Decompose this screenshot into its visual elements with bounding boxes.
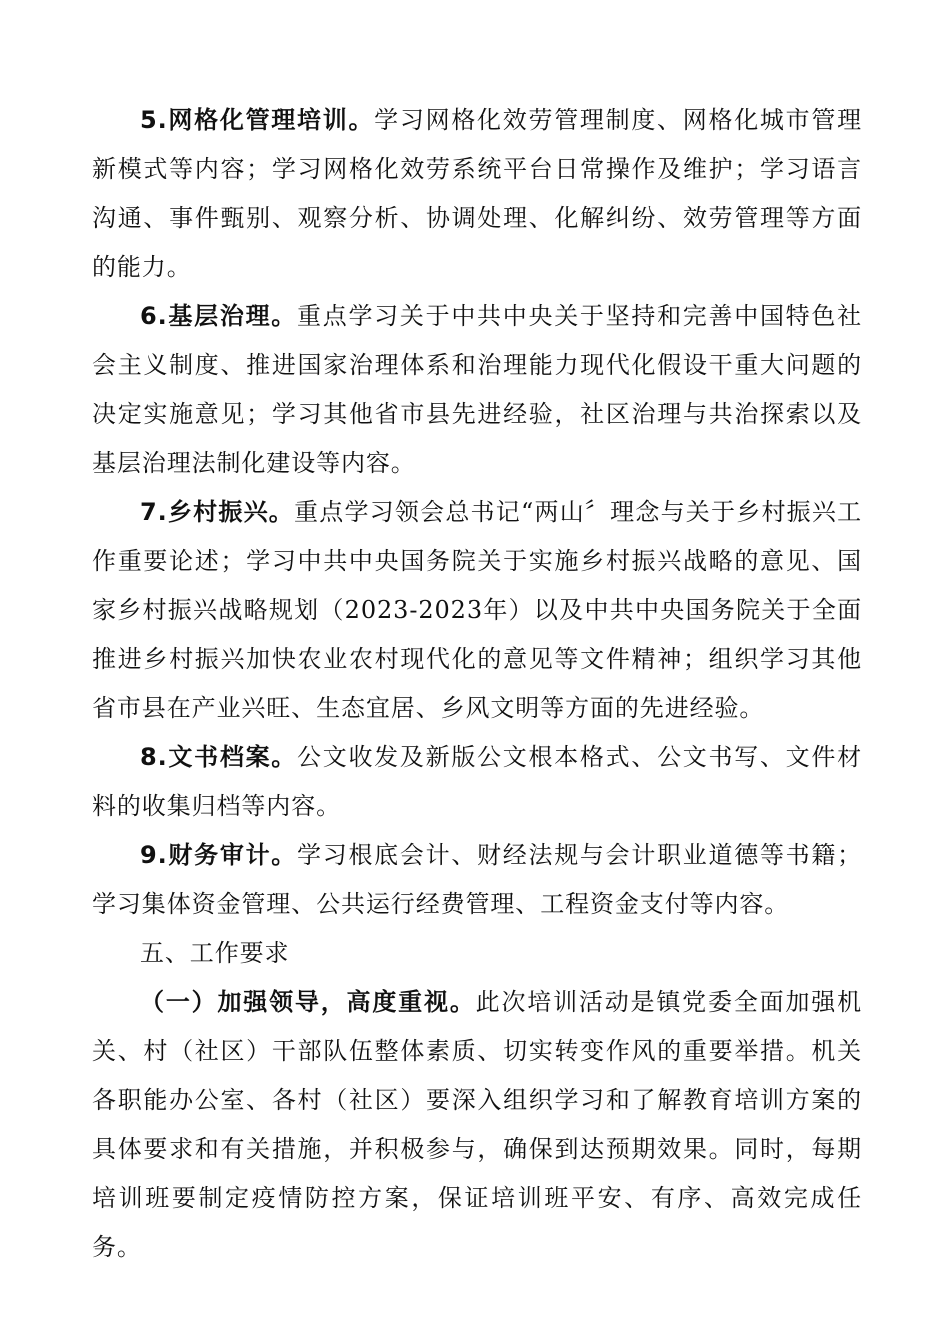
- paragraph-lead: 9.财务审计。: [140, 841, 298, 869]
- paragraph-financial-audit: [92, 831, 862, 929]
- paragraph-grid-management-training: [92, 96, 862, 292]
- paragraph-grassroots-governance: [92, 292, 862, 488]
- paragraph-text: 学习根底会计、财经法规与会计职业道德等书籍；学习集体资金管理、公共运行经费管理、工程资金支付等内容。: [92, 841, 862, 918]
- paragraph-lead: 8.文书档案。: [140, 743, 298, 771]
- paragraph-strengthen-leadership: [92, 978, 862, 1272]
- paragraph-document-archives: [92, 733, 862, 831]
- paragraph-text: 此次培训活动是镇党委全面加强机关、村（社区）干部队伍整体素质、切实转变作风的重要举措。机关各职能办公室、各村（社区）要深入组织学习和了解教育培训方案的具体要求和有关措施，并积极参与，确保到达预期效果。同时，每期培训班要制定疫情防控方案，保证培训班平安、有序、高效完成任务。: [92, 988, 862, 1261]
- paragraph-text: 重点学习领会总书记“两山〞理念与关于乡村振兴工作重要论述；学习中共中央国务院关于实施乡村振兴战略的意见、国家乡村振兴战略规划（2023-2023年）以及中共中央国务院关于全面推进乡村振兴加快农业农村现代化的意见等文件精神；组织学习其他省市县在产业兴旺、生态宜居、乡风文明等方面的先进经验。: [92, 498, 862, 722]
- paragraph-text: 重点学习关于中共中央关于坚持和完善中国特色社会主义制度、推进国家治理体系和治理能力现代化假设干重大问题的决定实施意见；学习其他省市县先进经验，社区治理与共治探索以及基层治理法制化建设等内容。: [92, 302, 862, 477]
- paragraph-lead: 7.乡村振兴。: [140, 498, 295, 526]
- paragraph-rural-revitalization: [92, 488, 862, 733]
- paragraph-text: 学习网格化效劳管理制度、网格化城市管理新模式等内容；学习网格化效劳系统平台日常操作及维护；学习语言沟通、事件甄别、观察分析、协调处理、化解纠纷、效劳管理等方面的能力。: [92, 106, 862, 281]
- document-body: [92, 96, 862, 1272]
- section-heading-work-requirements: 五、工作要求: [140, 939, 290, 967]
- paragraph-lead: 5.网格化管理培训。: [140, 106, 375, 134]
- paragraph-text: 公文收发及新版公文根本格式、公文书写、文件材料的收集归档等内容。: [92, 743, 862, 820]
- paragraph-lead: 6.基层治理。: [140, 302, 298, 330]
- paragraph-lead: （一）加强领导，高度重视。: [140, 988, 476, 1016]
